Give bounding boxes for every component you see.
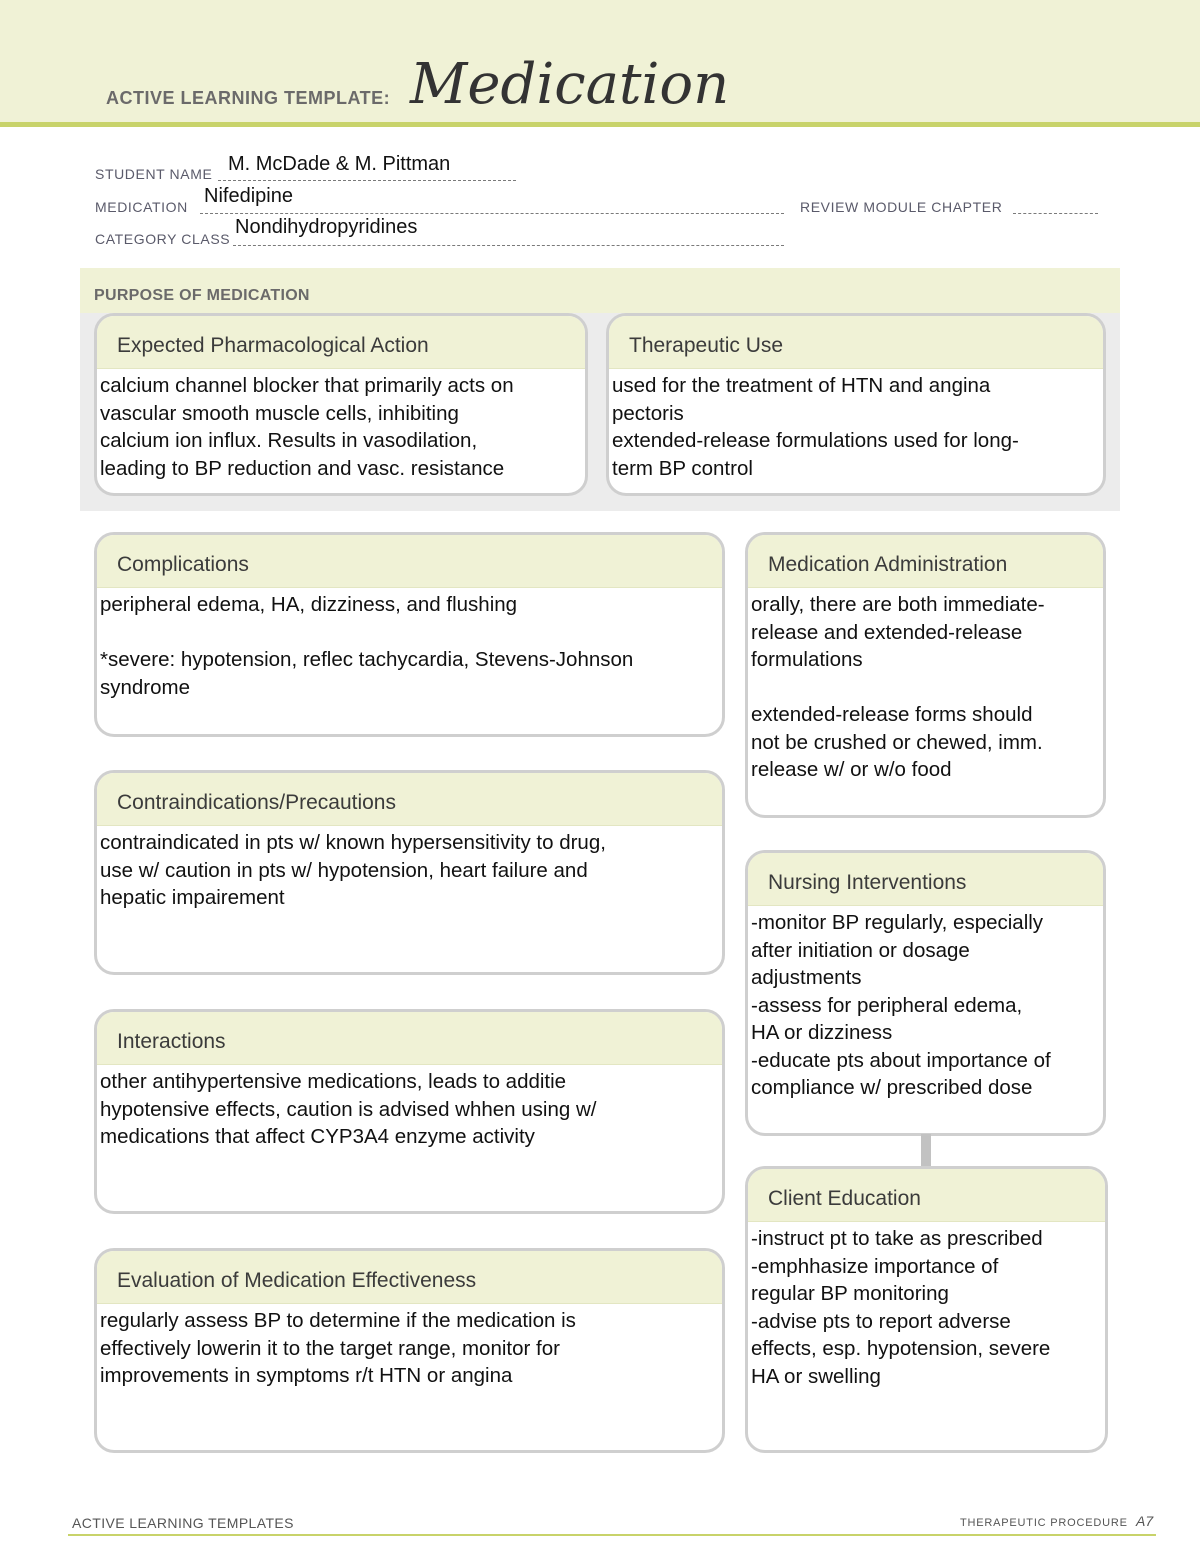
evaluation-title: Evaluation of Medication Effectiveness bbox=[117, 1269, 477, 1292]
evaluation-card bbox=[94, 1248, 725, 1453]
administration-card bbox=[745, 532, 1106, 818]
card-header bbox=[97, 773, 722, 826]
footer-left: ACTIVE LEARNING TEMPLATES bbox=[72, 1515, 294, 1531]
card-header bbox=[97, 535, 722, 588]
medication-value[interactable]: Nifedipine bbox=[204, 185, 293, 207]
client-education-text[interactable]: -instruct pt to take as prescribed -emphhasize importance of regular BP monitoring -advise pts to report adverse effects, esp. hypotension, severe HA or swelling bbox=[751, 1227, 1051, 1388]
medication-underline bbox=[200, 213, 784, 214]
therapeutic-use-text[interactable]: used for the treatment of HTN and angina pectoris extended-release formulations used for long- term BP control bbox=[612, 374, 1019, 480]
therapeutic-use-title: Therapeutic Use bbox=[629, 334, 784, 357]
card-header bbox=[609, 316, 1103, 369]
expected-action-card bbox=[94, 313, 588, 496]
interactions-card bbox=[94, 1009, 725, 1214]
template-title: Medication bbox=[410, 52, 730, 117]
category-class-value[interactable]: Nondihydropyridines bbox=[235, 216, 418, 238]
category-class-label: CATEGORY CLASS bbox=[95, 231, 231, 247]
header-rule bbox=[0, 122, 1200, 127]
footer-right: THERAPEUTIC PROCEDURE bbox=[960, 1517, 1128, 1529]
card-header bbox=[748, 853, 1103, 906]
card-header bbox=[748, 535, 1103, 588]
complications-card bbox=[94, 532, 725, 737]
administration-text[interactable]: orally, there are both immediate- release and extended-release formulations extended-release forms should not be crushed or chewed, imm. release w/ or w/o food bbox=[751, 593, 1045, 781]
nursing-interventions-card bbox=[745, 850, 1106, 1136]
card-connector bbox=[921, 1134, 931, 1167]
student-name-label: STUDENT NAME bbox=[95, 166, 213, 182]
contraindications-title: Contraindications/Precautions bbox=[117, 791, 396, 814]
student-name-value[interactable]: M. McDade & M. Pittman bbox=[228, 153, 451, 175]
evaluation-text[interactable]: regularly assess BP to determine if the medication is effectively lowerin it to the target range, monitor for improvements in symptoms r/t HTN or angina bbox=[100, 1309, 576, 1387]
administration-title: Medication Administration bbox=[768, 553, 1008, 576]
footer-rule bbox=[68, 1534, 1156, 1536]
purpose-label: PURPOSE OF MEDICATION bbox=[94, 287, 310, 304]
client-education-card bbox=[745, 1166, 1108, 1453]
review-module-label: REVIEW MODULE CHAPTER bbox=[800, 199, 1003, 215]
expected-action-title: Expected Pharmacological Action bbox=[117, 334, 429, 357]
medication-label: MEDICATION bbox=[95, 199, 188, 215]
client-education-title: Client Education bbox=[768, 1187, 921, 1210]
nursing-interventions-title: Nursing Interventions bbox=[768, 871, 967, 894]
nursing-interventions-text[interactable]: -monitor BP regularly, especially after initiation or dosage adjustments -assess for peripheral edema, HA or dizziness -educate pts about importance of compliance w/ prescribed dose bbox=[751, 911, 1051, 1099]
category-class-underline bbox=[233, 245, 784, 246]
template-label: ACTIVE LEARNING TEMPLATE: bbox=[106, 88, 391, 108]
card-header bbox=[748, 1169, 1105, 1222]
footer-page-number: A7 bbox=[1136, 1513, 1154, 1529]
review-module-underline bbox=[1013, 213, 1098, 214]
complications-title: Complications bbox=[117, 553, 249, 576]
contraindications-text[interactable]: contraindicated in pts w/ known hypersensitivity to drug, use w/ caution in pts w/ hypotension, heart failure and hepatic impairement bbox=[100, 831, 606, 909]
interactions-title: Interactions bbox=[117, 1030, 226, 1053]
card-header bbox=[97, 316, 585, 369]
student-name-underline bbox=[218, 180, 516, 181]
contraindications-card bbox=[94, 770, 725, 975]
therapeutic-use-card bbox=[606, 313, 1106, 496]
card-header bbox=[97, 1251, 722, 1304]
expected-action-text[interactable]: calcium channel blocker that primarily acts on vascular smooth muscle cells, inhibiting calcium ion influx. Results in vasodilation, leading to BP reduction and vasc. resistance bbox=[100, 374, 514, 480]
interactions-text[interactable]: other antihypertensive medications, leads to additie hypotensive effects, caution is advised whhen using w/ medications that affect CYP3A4 enzyme activity bbox=[100, 1070, 597, 1148]
complications-text[interactable]: peripheral edema, HA, dizziness, and flushing *severe: hypotension, reflec tachycardia, Stevens-Johnson syndrome bbox=[100, 593, 634, 699]
card-header bbox=[97, 1012, 722, 1065]
